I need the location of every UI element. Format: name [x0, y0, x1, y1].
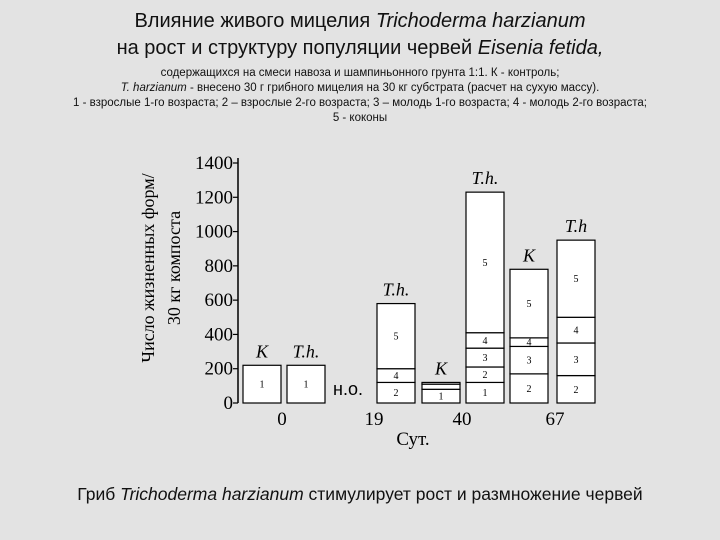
bar-label: T.h. [471, 168, 499, 189]
y-tick-label: 200 [204, 358, 233, 380]
segment-label: 2 [393, 388, 399, 400]
y-tick-label: 800 [204, 255, 233, 277]
bar-segment-2 [422, 384, 460, 389]
x-tick-label: 19 [364, 409, 384, 430]
bar-label: К [256, 341, 268, 362]
segment-label: 5 [482, 257, 488, 269]
bar-label: T.h. [382, 279, 410, 300]
segment-label: 3 [482, 353, 488, 365]
title-species-trichoderma: Trichoderma harzianum [375, 10, 586, 32]
subtitle-line-1: содержащихся на смеси навоза и шампиньонного грунта 1:1. К - контроль; [160, 67, 560, 79]
conclusion-caption [0, 484, 720, 505]
segment-label: 5 [393, 331, 399, 343]
subtitle-legend-line-2: 5 - коконы [332, 112, 388, 124]
title-species-eisenia: Eisenia fetida, [477, 37, 604, 59]
segment-label: 2 [482, 370, 488, 382]
bar-label: К [523, 245, 535, 266]
segment-label: 5 [526, 299, 532, 311]
subtitle-species: T. harzianum [120, 82, 187, 94]
y-axis-label-line-2: 30 кг компоста [164, 210, 184, 326]
segment-label: 4 [393, 371, 399, 383]
segment-label: 4 [573, 325, 579, 337]
caption-text-end: стимулирует рост и размножение червей [303, 484, 643, 504]
x-axis-label: Сут. [396, 429, 430, 450]
x-tick-label: 67 [545, 409, 565, 430]
segment-label: 1 [438, 391, 444, 403]
segment-label: 4 [526, 337, 532, 349]
subtitle-legend-line: 1 - взрослые 1-го возраста; 2 – взрослые 2-го возраста; 3 – молодь 1-го возраста; 4 - молодь 2-го возраста; [73, 97, 647, 109]
y-tick-label: 1400 [195, 153, 233, 174]
subtitle-text: - внесено 30 г грибного мицелия на 30 кг субстрата (расчет на сухую массу). [186, 82, 600, 94]
bar-label: T.h. [292, 341, 320, 362]
bar-segment-4 [422, 382, 460, 384]
segment-label: 2 [573, 384, 579, 396]
title-text: на рост и структуру популяции червей [116, 37, 478, 59]
bar-label: T.h [564, 216, 588, 237]
y-tick-label: 0 [223, 393, 233, 414]
bar-label: К [435, 358, 447, 379]
segment-label: 1 [259, 379, 265, 391]
segment-label: 4 [482, 335, 488, 347]
y-tick-label: 1000 [195, 221, 233, 243]
title-text: Влияние живого мицелия [134, 10, 376, 32]
y-axis-label-line-1: Число жизненных форм/ [138, 173, 158, 363]
bar-note-not-determined: н.о. [333, 379, 363, 399]
caption-text: Гриб [77, 484, 121, 504]
y-tick-label: 600 [204, 290, 233, 312]
y-tick-label: 400 [204, 324, 233, 346]
segment-label: 3 [573, 354, 579, 366]
segment-label: 2 [526, 383, 532, 395]
caption-species: Trichoderma harzianum [120, 484, 304, 504]
x-tick-label: 0 [277, 409, 287, 430]
segment-label: 1 [482, 388, 488, 400]
segment-label: 5 [573, 274, 579, 286]
segment-label: 3 [526, 355, 532, 367]
segment-label: 1 [303, 379, 309, 391]
y-tick-label: 1200 [195, 187, 233, 209]
x-tick-label: 40 [452, 409, 472, 430]
